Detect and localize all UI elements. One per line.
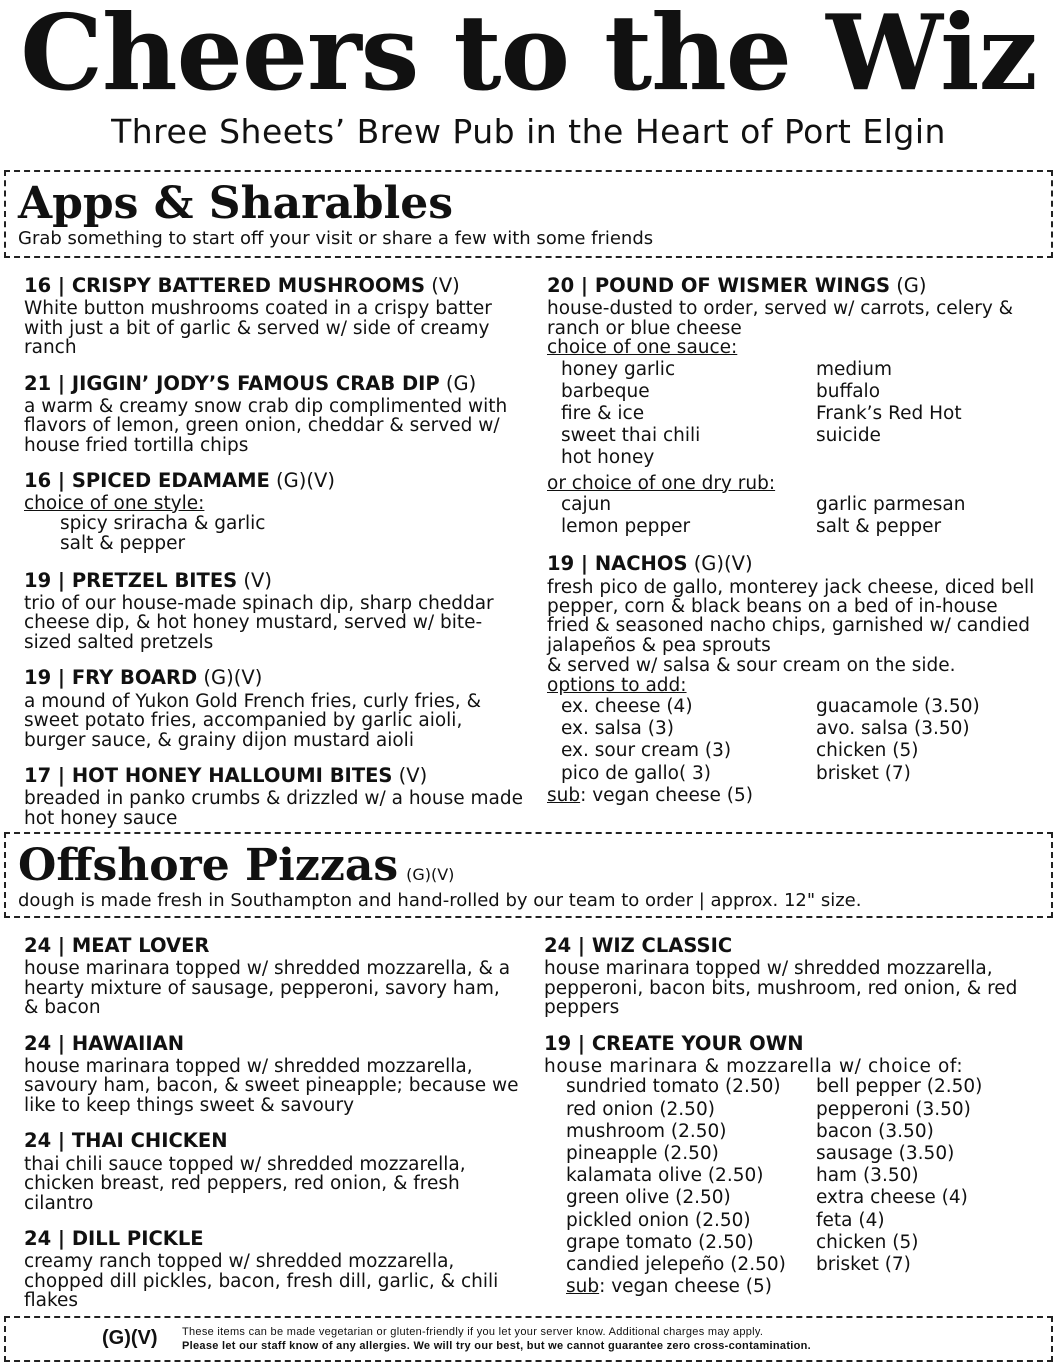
menu-item — [24, 1032, 519, 1116]
rub-option: salt & pepper — [816, 516, 942, 538]
sub-label: sub — [566, 1276, 600, 1298]
item-title: 19 | NACHOS — [547, 552, 688, 576]
menu-item — [24, 469, 524, 554]
item-description-2: & served w/ salsa & sour cream on the side. — [547, 655, 956, 677]
item-tags: (V) — [392, 763, 428, 787]
addon-option: brisket (7) — [816, 762, 911, 784]
item-title: 19 | CREATE YOUR OWN — [544, 1031, 804, 1055]
item-tags: (V) — [425, 274, 460, 297]
addon-option: pico de gallo( 3) — [561, 762, 712, 784]
topping-option: feta (4) — [816, 1209, 885, 1231]
menu-item — [24, 764, 524, 828]
topping-option: extra cheese (4) — [816, 1187, 968, 1209]
item-tags: (G)(V) — [687, 552, 753, 576]
item-title: 24 | DILL PICKLE — [24, 1226, 204, 1250]
menu-item — [544, 934, 1039, 1018]
footer-note — [4, 1316, 1053, 1362]
sauce-option: hot honey — [561, 447, 655, 469]
rub-option: garlic parmesan — [816, 493, 966, 515]
item-title: 24 | THAI CHICKEN — [24, 1129, 228, 1153]
item-description: thai chili sauce topped w/ shredded mozzarella, chicken breast, red peppers, red onion, & fresh cilantro — [24, 1153, 466, 1214]
topping-option: bacon (3.50) — [816, 1120, 934, 1142]
pizza-section-title-wrap — [18, 840, 454, 891]
item-tags: (G)(V) — [269, 469, 335, 493]
item-title: 20 | POUND OF WISMER WINGS — [547, 274, 890, 297]
addon-option: avo. salsa (3.50) — [816, 718, 970, 740]
item-tags: (G) — [439, 371, 477, 395]
sauce-label: choice of one sauce: — [547, 337, 738, 359]
sub-line — [544, 1276, 1039, 1298]
sauce-option: buffalo — [816, 380, 881, 402]
topping-option: ham (3.50) — [816, 1165, 919, 1187]
menu-item — [24, 934, 519, 1018]
topping-option: brisket (7) — [816, 1253, 911, 1275]
addon-option: chicken (5) — [816, 740, 919, 762]
options-label: options to add: — [547, 674, 687, 696]
item-description: White button mushrooms coated in a crispy batter with just a bit of garlic & served w/ side of creamy ranch — [24, 298, 492, 359]
item-description: fresh pico de gallo, monterey jack cheese, diced bell pepper, corn & black beans on a bed of in-house fried & seasoned nacho chips, garnished w/ candied jalapeños & pea sprouts — [547, 576, 1035, 656]
item-tags: (G)(V) — [197, 666, 263, 690]
pizza-right-column — [544, 934, 1039, 1312]
addon-option: guacamole (3.50) — [816, 696, 980, 718]
item-description: house marinara topped w/ shredded mozzarella, & a hearty mixture of sausage, pepperoni, savory ham, & bacon — [24, 958, 511, 1019]
topping-option: chicken (5) — [816, 1231, 919, 1253]
item-description: a warm & creamy snow crab dip complimented with flavors of lemon, green onion, cheddar & served w/ house fried tortilla chips — [24, 396, 508, 456]
sub-text: : vegan cheese (5) — [580, 784, 754, 806]
item-title: 19 | FRY BOARD — [24, 666, 198, 690]
apps-section-title: Apps & Sharables — [18, 178, 454, 229]
menu-item — [24, 1129, 519, 1213]
sauce-option: honey garlic — [561, 358, 676, 380]
item-description: house marinara & mozzarella w/ choice of: — [544, 1056, 964, 1078]
topping-option: grape tomato (2.50) — [566, 1231, 754, 1253]
pizza-section-tags: (G)(V) — [406, 865, 455, 884]
item-description: trio of our house-made spinach dip, sharp cheddar cheese dip, & hot honey mustard, served w/ bite-sized salted pretzels — [24, 593, 494, 653]
sauce-option: Frank’s Red Hot — [816, 402, 962, 424]
pizza-section-description: dough is made fresh in Southampton and hand-rolled by our team to order | approx. 12" size. — [18, 890, 862, 911]
footer-line-2: Please let our staff know of any allergies. We will try our best, but we cannot guarantee zero cross-contamination. — [182, 1340, 812, 1352]
rub-option: lemon pepper — [561, 516, 691, 538]
rub-options — [547, 494, 1037, 538]
item-title: 19 | PRETZEL BITES — [24, 568, 238, 592]
choice-option: salt & pepper — [60, 533, 186, 555]
menu-item-wings — [547, 274, 1037, 538]
sub-line — [547, 785, 1037, 807]
topping-option: pineapple (2.50) — [566, 1143, 719, 1164]
choice-label: choice of one style: — [24, 492, 205, 514]
item-description: house-dusted to order, served w/ carrots, celery & ranch or blue cheese — [547, 298, 1014, 339]
addon-option: ex. salsa (3) — [561, 718, 674, 740]
sauce-option: fire & ice — [561, 402, 645, 424]
addon-option: ex. cheese (4) — [561, 696, 693, 718]
addon-option: ex. sour cream (3) — [561, 740, 732, 762]
item-title: 24 | HAWAIIAN — [24, 1031, 185, 1055]
apps-section-description: Grab something to start off your visit or share a few with some friends — [18, 228, 654, 249]
apps-section-header — [4, 170, 1053, 258]
sauce-option: sweet thai chili — [561, 425, 701, 447]
sub-label: sub — [547, 784, 581, 806]
nacho-options — [547, 696, 1037, 785]
pizza-section-title: Offshore Pizzas — [18, 840, 399, 891]
menu-item-create-your-own — [544, 1032, 1039, 1299]
page-subtitle: Three Sheets’ Brew Pub in the Heart of Port Elgin — [111, 112, 946, 151]
sauce-options — [547, 359, 1037, 470]
sauce-option: medium — [816, 358, 893, 380]
topping-option: red onion (2.50) — [566, 1098, 715, 1120]
topping-option: sundried tomato (2.50) — [566, 1076, 781, 1098]
sub-text: : vegan cheese (5) — [599, 1276, 773, 1298]
topping-options — [544, 1076, 1039, 1276]
item-description: creamy ranch topped w/ shredded mozzarella, chopped dill pickles, bacon, fresh dill, garlic, & chili flakes — [24, 1251, 499, 1312]
topping-option: kalamata olive (2.50) — [566, 1165, 764, 1187]
item-description: breaded in panko crumbs & drizzled w/ a house made hot honey sauce — [24, 788, 523, 829]
page-title: Cheers to the Wiz — [20, 0, 1037, 114]
sauce-option: barbeque — [561, 380, 650, 402]
menu-item — [24, 569, 524, 653]
footer-tags: (G)(V) — [102, 1327, 158, 1349]
item-title: 16 | SPICED EDAMAME — [24, 469, 270, 493]
sauce-option — [816, 447, 1037, 469]
item-title: 17 | HOT HONEY HALLOUMI BITES — [24, 763, 393, 787]
menu-item-nachos — [547, 552, 1037, 807]
rub-option: cajun — [561, 493, 612, 515]
topping-option: candied jelepeño (2.50) — [566, 1253, 786, 1275]
apps-left-column — [24, 274, 524, 842]
item-title: 16 | CRISPY BATTERED MUSHROOMS — [24, 274, 426, 297]
item-title: 24 | WIZ CLASSIC — [544, 934, 733, 957]
topping-option: green olive (2.50) — [566, 1187, 731, 1209]
item-description: house marinara topped w/ shredded mozzarella, pepperoni, bacon bits, mushroom, red onion, & red peppers — [544, 958, 1018, 1019]
item-title: 24 | MEAT LOVER — [24, 934, 210, 957]
item-tags: (G) — [890, 274, 927, 297]
menu-item — [24, 666, 524, 750]
rub-label: or choice of one dry rub: — [547, 472, 776, 494]
topping-option: pepperoni (3.50) — [816, 1098, 971, 1120]
topping-option: sausage (3.50) — [816, 1143, 955, 1164]
menu-item — [24, 1227, 519, 1311]
item-tags: (V) — [237, 568, 272, 592]
pizza-left-column — [24, 934, 519, 1325]
pizza-section-header — [4, 832, 1053, 918]
sauce-option: suicide — [816, 425, 881, 447]
topping-option: pickled onion (2.50) — [566, 1209, 751, 1231]
menu-item — [24, 372, 524, 456]
menu-item — [24, 274, 524, 358]
item-title: 21 | JIGGIN’ JODY’S FAMOUS CRAB DIP — [24, 371, 440, 395]
topping-option: mushroom (2.50) — [566, 1120, 727, 1142]
item-description: a mound of Yukon Gold French fries, curly fries, & sweet potato fries, accompanied by garlic aioli, burger sauce, & grainy dijon mustard aioli — [24, 690, 481, 751]
item-description: house marinara topped w/ shredded mozzarella, savoury ham, bacon, & sweet pineapple; because we like to keep things sweet & savoury — [24, 1056, 519, 1116]
apps-right-column — [547, 274, 1037, 821]
footer-line-1: These items can be made vegetarian or gluten-friendly if you let your server know. Additional charges may apply. — [182, 1326, 764, 1338]
topping-option: bell pepper (2.50) — [816, 1076, 983, 1098]
choice-option: spicy sriracha & garlic — [60, 513, 266, 534]
